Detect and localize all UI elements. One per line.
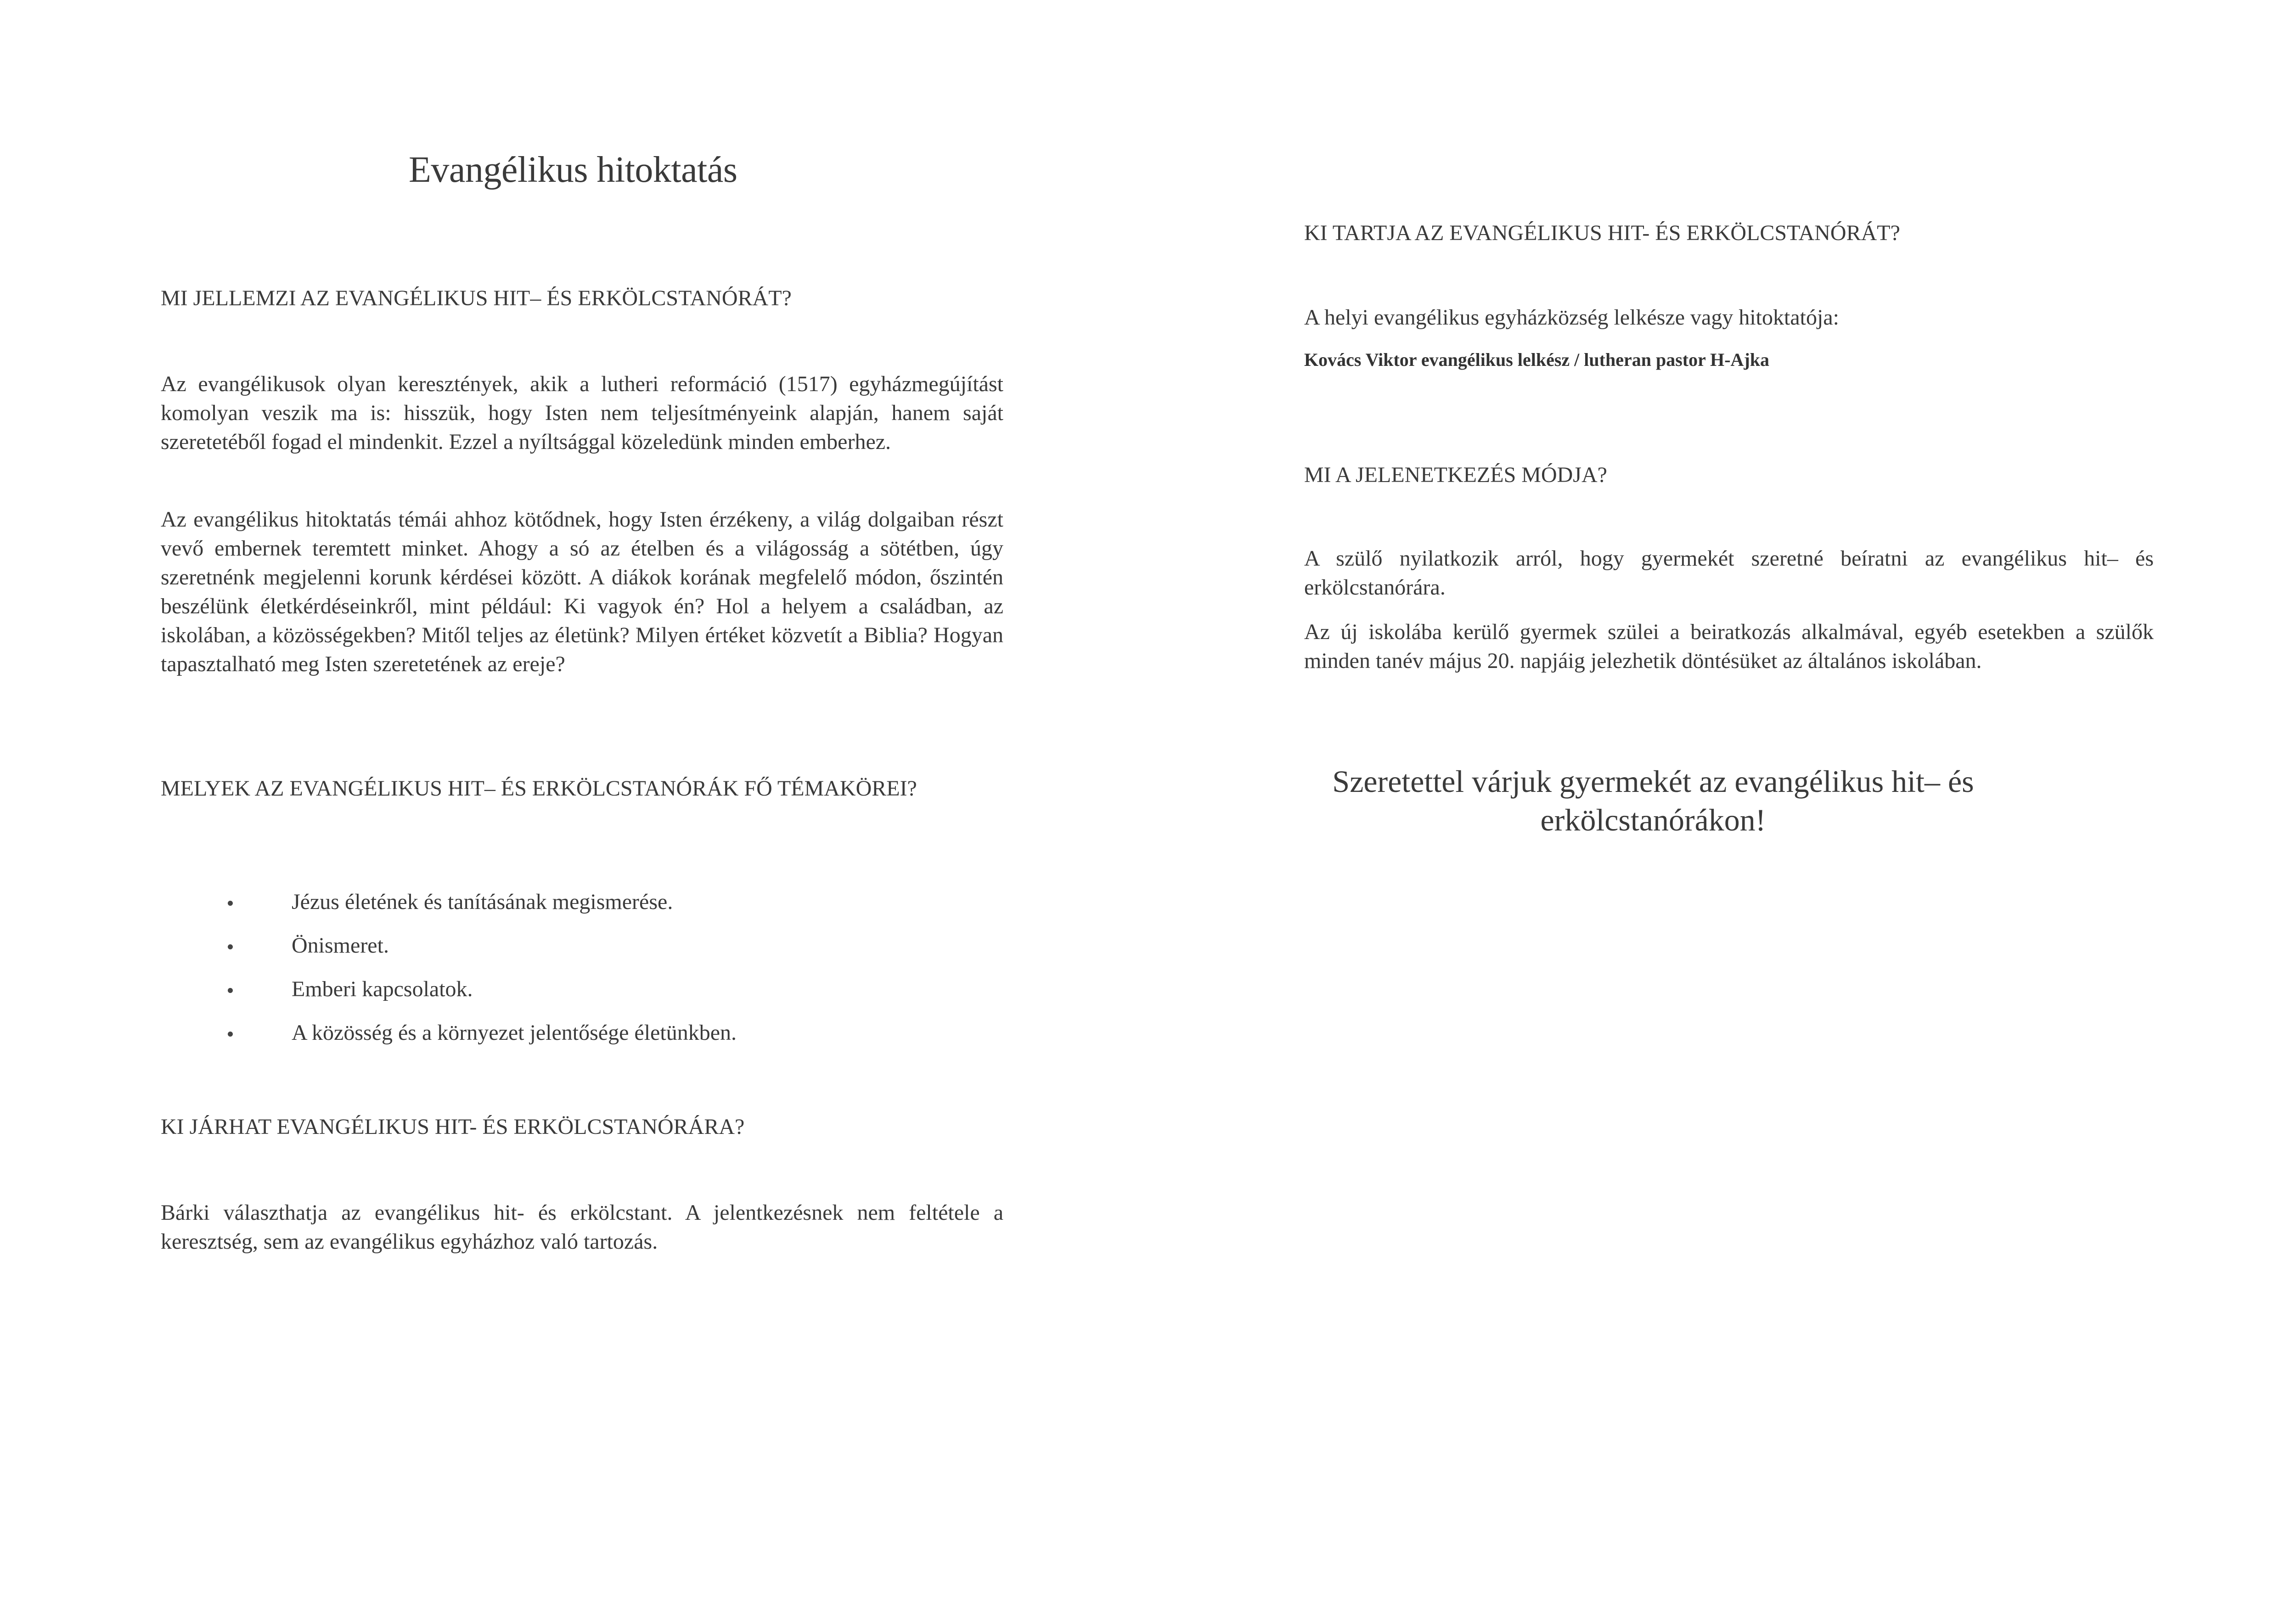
- section-heading-enrollment: MI A JELENETKEZÉS MÓDJA?: [1304, 463, 1607, 487]
- paragraph-topics-description: Az evangélikus hitoktatás témái ahhoz kötődnek, hogy Isten érzékeny, a világ dolgaiban részt vevő embernek teremtett minket. Ahogy a só az ételben és a világosság a sötétben, úgy szeretnénk megjelenni korunk kérdései között. A diákok korának megfelelő módon, őszintén beszélünk életkérdéseinkről, mint például: Ki vagyok én? Hol a helyem a családban, az iskolában, a közösségekben? Mitől teljes az életünk? Milyen értéket közvetít a Biblia? Hogyan tapasztalható meg Isten szeretetének az ereje?: [161, 507, 1003, 676]
- topics-list: [161, 888, 737, 1063]
- bullet-icon: [228, 1032, 233, 1037]
- section-heading-who-teaches: KI TARTJA AZ EVANGÉLIKUS HIT- ÉS ERKÖLCSTANÓRÁT?: [1304, 221, 1900, 245]
- paragraph-parent-declaration: A szülő nyilatkozik arról, hogy gyermekét szeretné beíratni az evangélikus hit– és erkölcstanórára.: [1304, 546, 2154, 600]
- paragraph-local-pastor: A helyi evangélikus egyházközség lelkésze vagy hitoktatója:: [1304, 305, 1839, 330]
- list-item: Jézus életének és tanításának megismerése.: [161, 888, 737, 932]
- paragraph-lutheran-intro: Az evangélikusok olyan keresztények, akik a lutheri reformáció (1517) egyházmegújítást komolyan veszik ma is: hisszük, hogy Isten nem teljesítményeink alapján, hanem saját szeretetéből fogad el mindenkit. Ezzel a nyíltsággal közeledünk minden emberhez.: [161, 372, 1003, 454]
- section-heading-characteristics: MI JELLEMZI AZ EVANGÉLIKUS HIT– ÉS ERKÖLCSTANÓRÁT?: [161, 286, 792, 310]
- bullet-icon: [228, 988, 233, 993]
- closing-invitation: Szeretettel várjuk gyermekét az evangélikus hit– és erkölcstanórákon!: [1332, 764, 1974, 837]
- paragraph-enrollment-deadline: Az új iskolába kerülő gyermek szülei a beiratkozás alkalmával, egyéb esetekben a szülők minden tanév május 20. napjáig jelezhetik döntésüket az általános iskolában.: [1304, 620, 2154, 673]
- page-title: Evangélikus hitoktatás: [409, 150, 737, 190]
- list-item: A közösség és a környezet jelentősége életünkben.: [161, 1019, 737, 1063]
- paragraph-who-can-attend: Bárki választhatja az evangélikus hit- és erkölcstant. A jelentkezésnek nem feltétele a keresztség, sem az evangélikus egyházhoz való tartozás.: [161, 1200, 1003, 1254]
- contact-pastor-name: Kovács Viktor evangélikus lelkész / lutheran pastor H-Ajka: [1304, 349, 1770, 370]
- list-item: Önismeret.: [161, 932, 737, 976]
- section-heading-main-topics: MELYEK AZ EVANGÉLIKUS HIT– ÉS ERKÖLCSTANÓRÁK FŐ TÉMAKÖREI?: [161, 776, 917, 801]
- bullet-icon: [228, 944, 233, 949]
- section-heading-who-can-attend: KI JÁRHAT EVANGÉLIKUS HIT- ÉS ERKÖLCSTANÓRÁRA?: [161, 1115, 745, 1139]
- bullet-icon: [228, 901, 233, 906]
- list-item: Emberi kapcsolatok.: [161, 976, 737, 1019]
